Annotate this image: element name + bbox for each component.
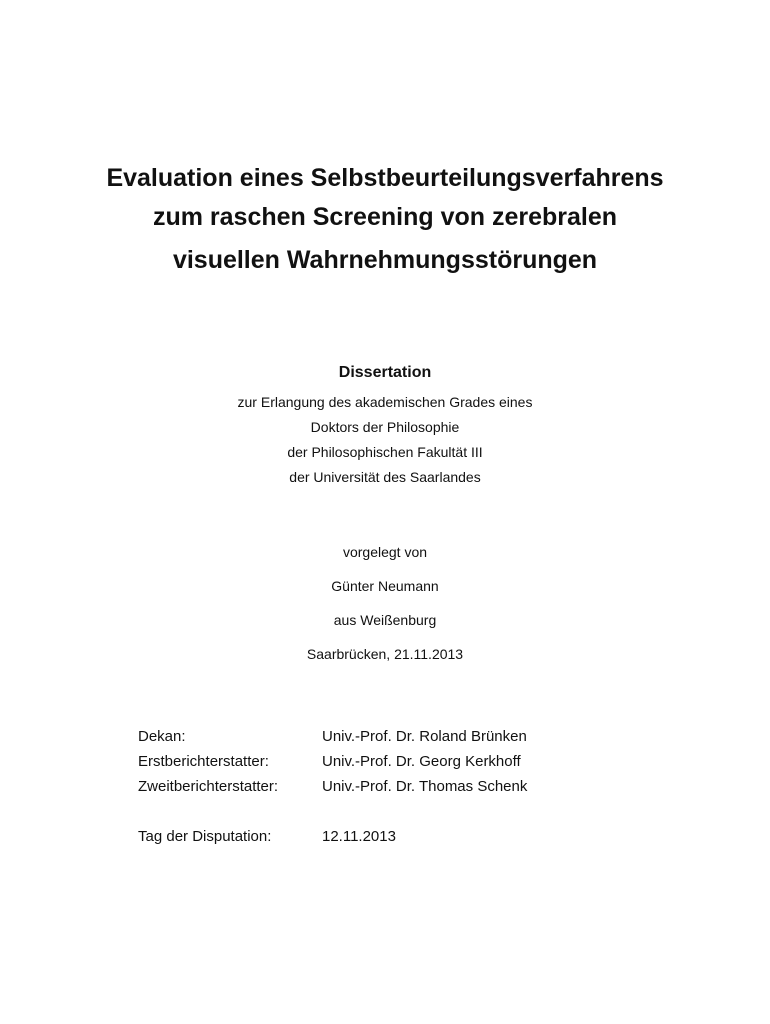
dissertation-heading: Dissertation: [338, 364, 432, 381]
title-line-3: visuellen Wahrnehmungsstörungen: [172, 246, 598, 274]
disputation-label: Tag der Disputation:: [138, 828, 272, 845]
committee-label-second-reviewer: Zweitberichterstatter:: [138, 778, 279, 795]
committee-label-first-reviewer: Erstberichterstatter:: [138, 753, 269, 770]
place-date: Saarbrücken, 21.11.2013: [306, 646, 464, 662]
committee-value-second-reviewer: Univ.-Prof. Dr. Thomas Schenk: [322, 778, 528, 795]
submitted-by: vorgelegt von: [342, 544, 428, 560]
title-line-2: zum raschen Screening von zerebralen: [152, 203, 618, 231]
degree-line-3: der Philosophischen Fakultät III: [287, 444, 483, 460]
committee-value-first-reviewer: Univ.-Prof. Dr. Georg Kerkhoff: [322, 753, 521, 770]
disputation-date: 12.11.2013: [322, 828, 396, 845]
author-name: Günter Neumann: [331, 578, 439, 594]
degree-line-1: zur Erlangung des akademischen Grades eines: [237, 394, 533, 410]
title-line-1: Evaluation eines Selbstbeurteilungsverfahrens: [106, 164, 664, 192]
degree-line-4: der Universität des Saarlandes: [289, 469, 481, 485]
committee-value-dean: Univ.-Prof. Dr. Roland Brünken: [322, 728, 527, 745]
committee-label-dean: Dekan:: [138, 728, 186, 745]
author-origin: aus Weißenburg: [333, 612, 437, 628]
degree-line-2: Doktors der Philosophie: [310, 419, 460, 435]
